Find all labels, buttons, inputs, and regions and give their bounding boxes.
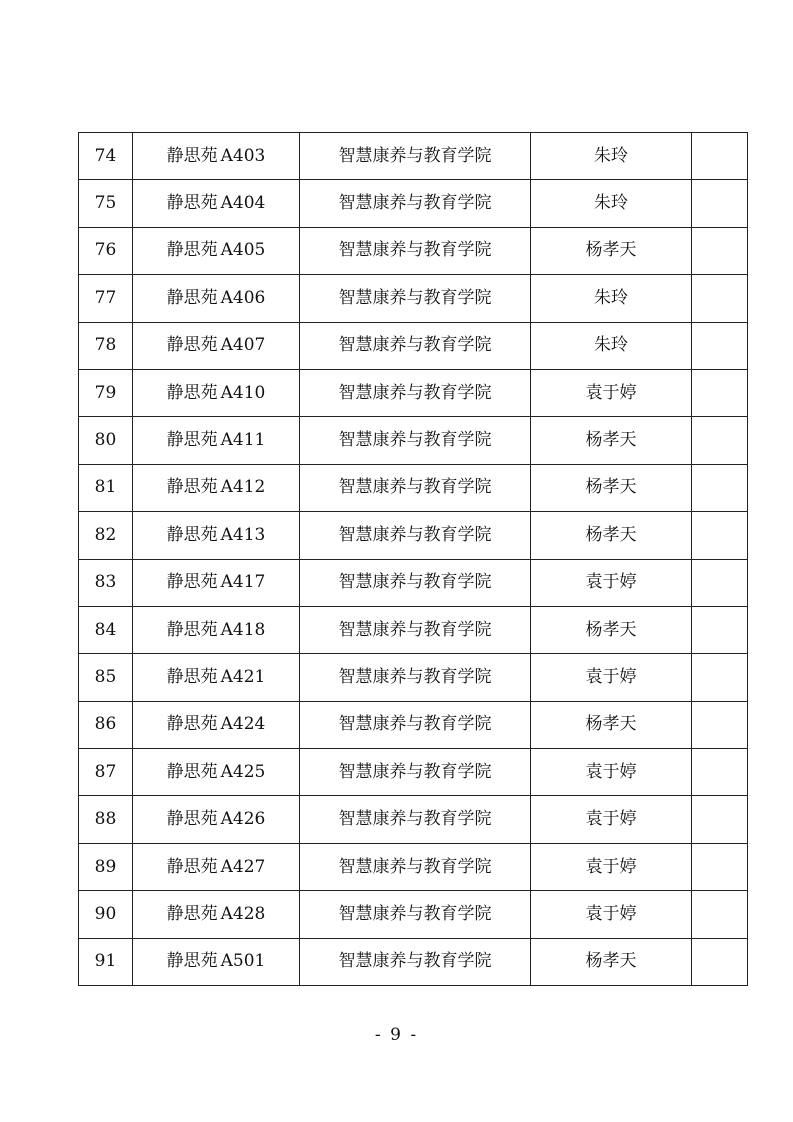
table-row [79,369,748,416]
building-name: 静思苑 [166,240,218,261]
college-cell: 智慧康养与教育学院 [300,606,531,653]
room-cell [133,654,300,701]
person-cell: 袁于婷 [531,891,692,938]
college-cell: 智慧康养与教育学院 [300,180,531,227]
table-row [79,417,748,464]
row-number-cell: 75 [79,180,133,227]
room-number: A406 [220,287,266,308]
person-cell: 朱玲 [531,180,692,227]
college-cell: 智慧康养与教育学院 [300,559,531,606]
person-cell: 袁于婷 [531,749,692,796]
room-cell [133,796,300,843]
note-cell [692,701,748,748]
person-cell: 袁于婷 [531,559,692,606]
room-cell [133,938,300,985]
row-number-cell: 87 [79,749,133,796]
room-number: A421 [220,666,266,687]
row-number-cell: 90 [79,891,133,938]
college-cell: 智慧康养与教育学院 [300,417,531,464]
person-cell: 袁于婷 [531,369,692,416]
building-name: 静思苑 [166,903,218,924]
building-name: 静思苑 [166,761,218,782]
room-cell [133,891,300,938]
room-number: A410 [220,382,266,403]
table-body [79,133,748,986]
building-name: 静思苑 [166,856,218,877]
table-row [79,512,748,559]
page-number [0,1025,793,1045]
building-name: 静思苑 [166,524,218,545]
person-cell: 杨孝天 [531,606,692,653]
note-cell [692,275,748,322]
college-cell: 智慧康养与教育学院 [300,512,531,559]
room-cell [133,322,300,369]
room-cell [133,843,300,890]
row-number-cell: 76 [79,227,133,274]
room-number: A412 [220,477,266,498]
table-row [79,464,748,511]
college-cell: 智慧康养与教育学院 [300,369,531,416]
note-cell [692,512,748,559]
person-cell: 杨孝天 [531,464,692,511]
room-cell [133,464,300,511]
building-name: 静思苑 [166,714,218,735]
note-cell [692,322,748,369]
person-cell: 袁于婷 [531,843,692,890]
building-name: 静思苑 [166,145,218,166]
table-row [79,275,748,322]
building-name: 静思苑 [166,382,218,403]
building-name: 静思苑 [166,572,218,593]
room-cell [133,369,300,416]
college-cell: 智慧康养与教育学院 [300,275,531,322]
row-number-cell: 88 [79,796,133,843]
building-name: 静思苑 [166,666,218,687]
room-cell [133,749,300,796]
room-number: A413 [220,524,266,545]
room-number: A407 [220,335,266,356]
row-number-cell: 84 [79,606,133,653]
room-cell [133,512,300,559]
note-cell [692,843,748,890]
person-cell: 杨孝天 [531,227,692,274]
person-cell: 杨孝天 [531,938,692,985]
page-number-left-dash: - [374,1025,383,1045]
room-cell [133,275,300,322]
room-cell [133,227,300,274]
table-row [79,938,748,985]
room-number: A501 [220,951,266,972]
room-number: A403 [220,145,266,166]
row-number-cell: 91 [79,938,133,985]
room-number: A424 [220,714,266,735]
table-row [79,654,748,701]
row-number-cell: 80 [79,417,133,464]
note-cell [692,749,748,796]
dormitory-table-container [78,132,748,986]
room-number: A428 [220,903,266,924]
row-number-cell: 78 [79,322,133,369]
person-cell: 朱玲 [531,133,692,180]
college-cell: 智慧康养与教育学院 [300,227,531,274]
table-row [79,227,748,274]
room-cell [133,180,300,227]
college-cell: 智慧康养与教育学院 [300,701,531,748]
room-number: A404 [220,193,266,214]
table-row [79,843,748,890]
note-cell [692,606,748,653]
table-row [79,606,748,653]
dormitory-table [78,132,748,986]
note-cell [692,464,748,511]
room-number: A427 [220,856,266,877]
person-cell: 袁于婷 [531,654,692,701]
note-cell [692,417,748,464]
building-name: 静思苑 [166,287,218,308]
note-cell [692,133,748,180]
page-number-right-dash: - [410,1025,419,1045]
note-cell [692,654,748,701]
college-cell: 智慧康养与教育学院 [300,749,531,796]
row-number-cell: 89 [79,843,133,890]
college-cell: 智慧康养与教育学院 [300,464,531,511]
room-cell [133,606,300,653]
room-number: A417 [220,572,266,593]
room-number: A405 [220,240,266,261]
table-row [79,133,748,180]
college-cell: 智慧康养与教育学院 [300,891,531,938]
room-number: A411 [220,430,266,451]
note-cell [692,891,748,938]
room-number: A418 [220,619,266,640]
row-number-cell: 83 [79,559,133,606]
room-cell [133,701,300,748]
note-cell [692,180,748,227]
room-number: A425 [220,761,266,782]
note-cell [692,559,748,606]
college-cell: 智慧康养与教育学院 [300,322,531,369]
building-name: 静思苑 [166,619,218,640]
college-cell: 智慧康养与教育学院 [300,654,531,701]
person-cell: 朱玲 [531,322,692,369]
building-name: 静思苑 [166,809,218,830]
person-cell: 朱玲 [531,275,692,322]
table-row [79,891,748,938]
row-number-cell: 79 [79,369,133,416]
table-row [79,559,748,606]
building-name: 静思苑 [166,193,218,214]
building-name: 静思苑 [166,335,218,356]
table-row [79,796,748,843]
row-number-cell: 86 [79,701,133,748]
note-cell [692,796,748,843]
row-number-cell: 85 [79,654,133,701]
room-cell [133,559,300,606]
table-row [79,322,748,369]
building-name: 静思苑 [166,430,218,451]
room-cell [133,133,300,180]
row-number-cell: 74 [79,133,133,180]
note-cell [692,227,748,274]
college-cell: 智慧康养与教育学院 [300,843,531,890]
person-cell: 杨孝天 [531,701,692,748]
college-cell: 智慧康养与教育学院 [300,133,531,180]
building-name: 静思苑 [166,477,218,498]
row-number-cell: 82 [79,512,133,559]
note-cell [692,938,748,985]
page-number-value: 9 [390,1025,403,1045]
college-cell: 智慧康养与教育学院 [300,796,531,843]
person-cell: 杨孝天 [531,512,692,559]
room-cell [133,417,300,464]
note-cell [692,369,748,416]
table-row [79,701,748,748]
college-cell: 智慧康养与教育学院 [300,938,531,985]
row-number-cell: 77 [79,275,133,322]
person-cell: 袁于婷 [531,796,692,843]
person-cell: 杨孝天 [531,417,692,464]
row-number-cell: 81 [79,464,133,511]
room-number: A426 [220,809,266,830]
table-row [79,180,748,227]
building-name: 静思苑 [166,951,218,972]
table-row [79,749,748,796]
